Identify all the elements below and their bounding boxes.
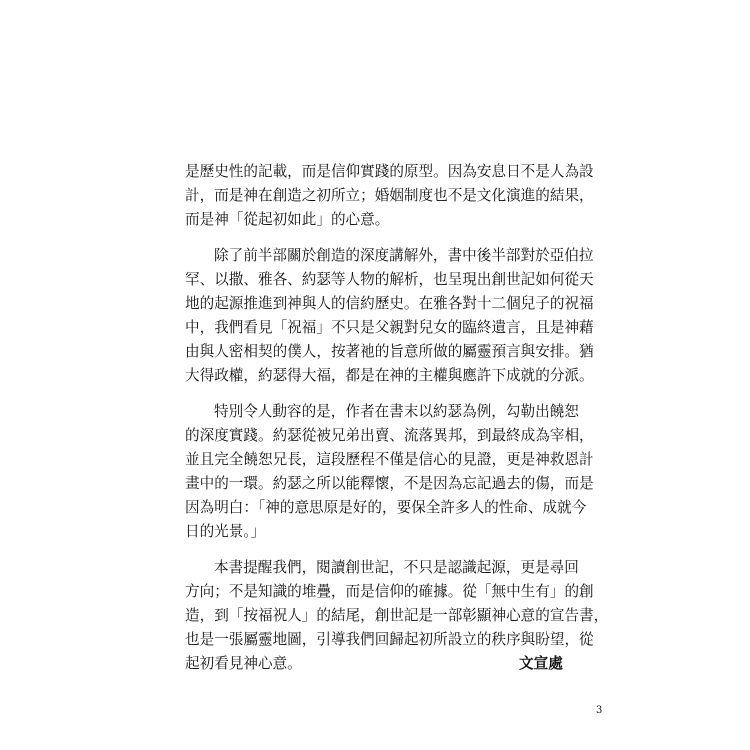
text-line: 除了前半部關於創造的深度講解外，書中後半部對於亞伯拉 — [214, 247, 594, 264]
text-line: 並且完全饒恕兄長，這段歷程不僅是信心的見證，更是神救恩計 — [185, 451, 594, 468]
text-line: 而是神「從起初如此」的心意。 — [185, 211, 390, 228]
text-line: 畫中的一環。約瑟之所以能釋懷，不是因為忘記過去的傷，而是 — [185, 475, 594, 492]
text-line: 計，而是神在創造之初所立；婚姻制度也不是文化演進的結果， — [185, 187, 594, 204]
paragraph-joseph — [185, 400, 594, 544]
text-line: 方向；不是知識的堆疊，而是信仰的確據。從「無中生有」的創 — [185, 583, 594, 600]
paragraph-spacing — [185, 544, 565, 556]
paragraph-characters — [185, 244, 594, 388]
text-line: 本書提醒我們，閱讀創世記，不只是認識起源，更是尋回 — [214, 559, 579, 576]
paragraph-spacing — [185, 388, 565, 400]
paragraph-conclusion — [185, 556, 609, 676]
text-line: 造，到「按福祝人」的結尾，創世記是一部彰顯神心意的宣告書， — [185, 607, 609, 624]
text-line: 大得政權，約瑟得大福，都是在神的主權與應許下成就的分派。 — [185, 367, 594, 384]
paragraph-spacing — [185, 232, 565, 244]
body-text — [185, 160, 609, 676]
text-line: 特別令人動容的是，作者在書末以約瑟為例，勾勒出饒恕 — [214, 403, 579, 420]
page-number: 3 — [596, 705, 603, 716]
text-line: 日的光景。」 — [185, 523, 266, 540]
paragraph-continuation — [185, 160, 594, 232]
author-signature: 文宣處 — [519, 655, 563, 672]
text-line: 也是一張屬靈地圖，引導我們回歸起初所設立的秩序與盼望，從 — [185, 631, 594, 648]
text-line: 是歷史性的記載，而是信仰實踐的原型。因為安息日不是人為設 — [185, 163, 594, 180]
text-line: 的深度實踐。約瑟從被兄弟出賣、流落異邦，到最終成為宰相， — [185, 427, 594, 444]
text-line: 由與人密相契的僕人，按著祂的旨意所做的屬靈預言與安排。猶 — [185, 343, 594, 360]
text-line: 起初看見神心意。 — [185, 655, 302, 672]
text-line: 地的起源推進到神與人的信約歷史。在雅各對十二個兒子的祝福 — [185, 295, 594, 312]
text-line: 罕、以撒、雅各、約瑟等人物的解析，也呈現出創世記如何從天 — [185, 271, 594, 288]
text-line: 中，我們看見「祝福」不只是父親對兒女的臨終遺言，且是神藉 — [185, 319, 594, 336]
text-line: 因為明白：「神的意思原是好的，要保全許多人的性命、成就今 — [185, 499, 587, 516]
